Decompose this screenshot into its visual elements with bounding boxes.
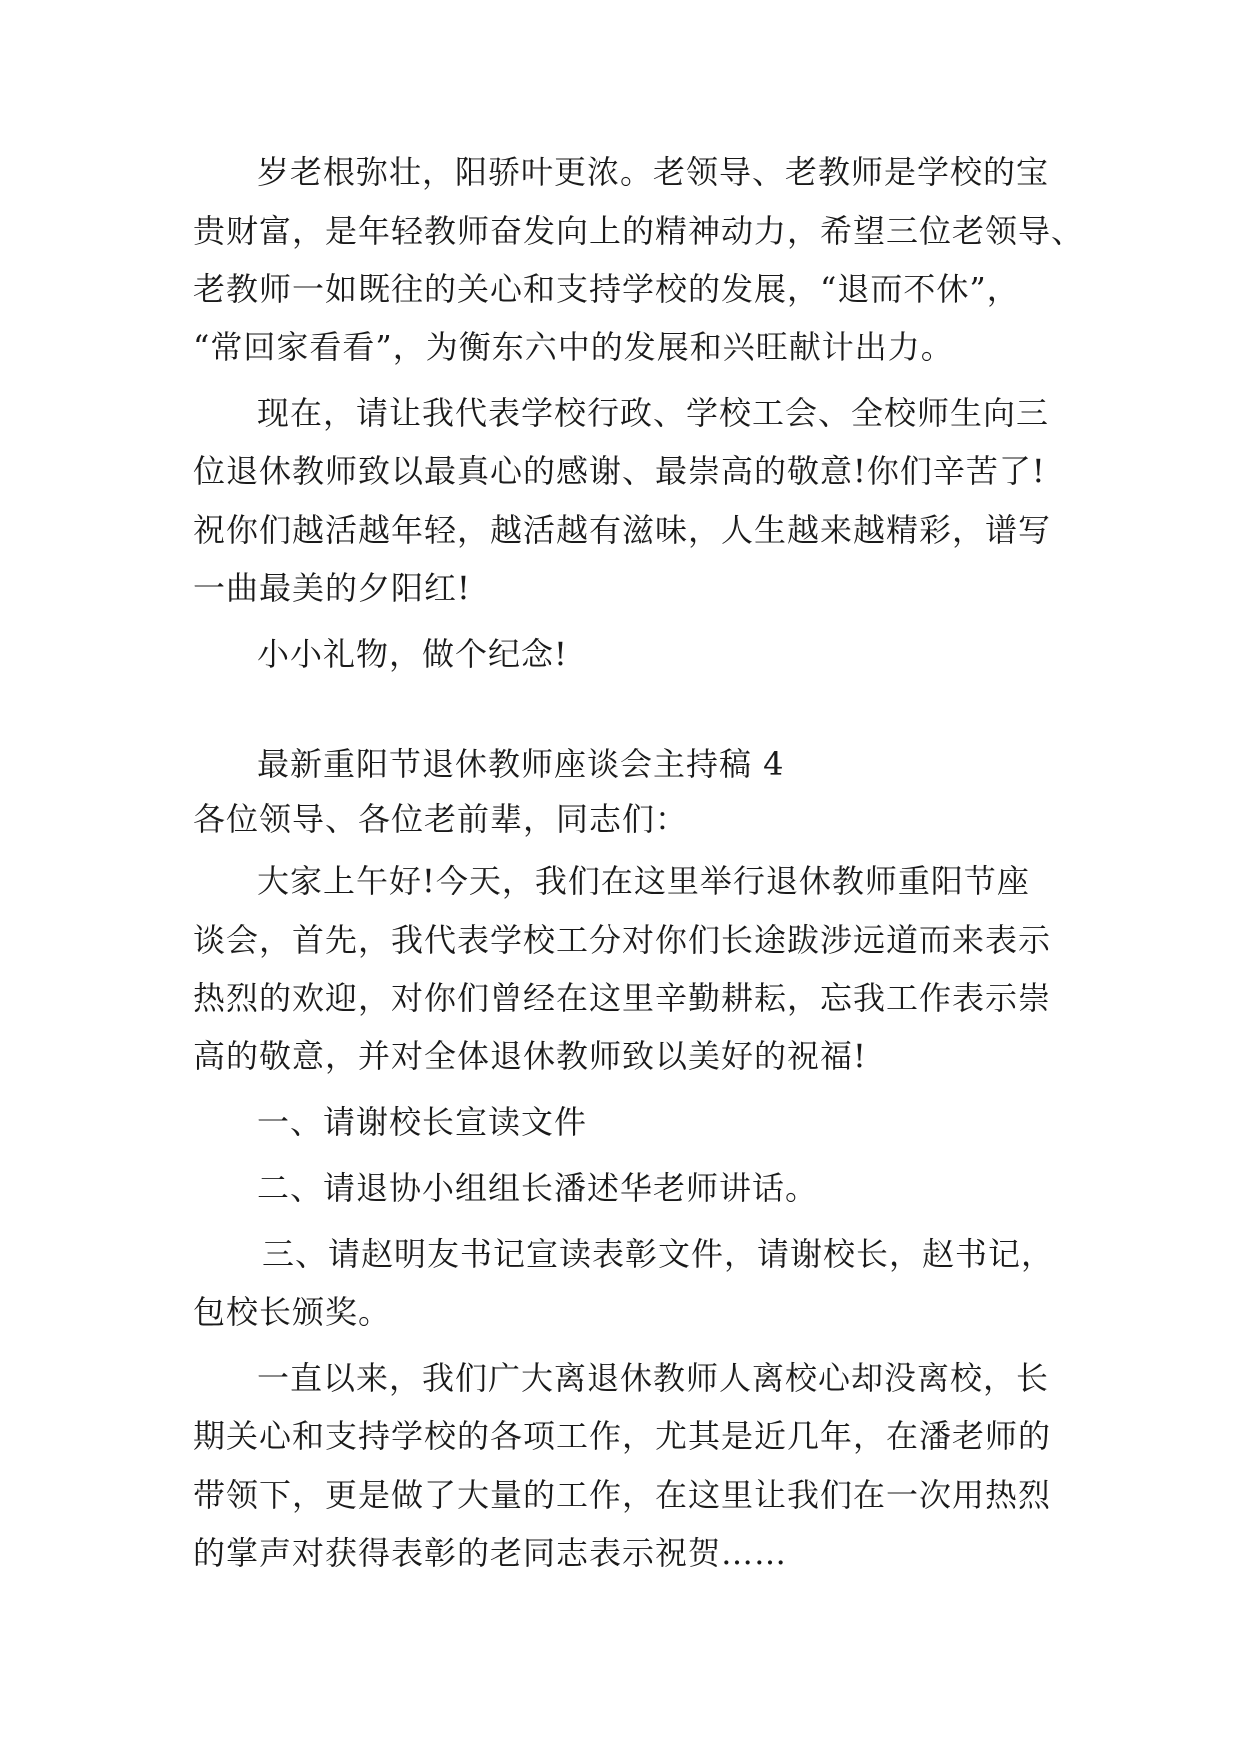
paragraph-line: 小小礼物，做个纪念! [257,635,568,673]
agenda-item: 三、请赵明友书记宣读表彰文件，请谢校长，赵书记， [262,1235,1055,1273]
paragraph-line: 老教师一如既往的关心和支持学校的发展，“退而不休”， [193,270,1020,308]
paragraph-line: 高的敬意，并对全体退休教师致以美好的祝福! [193,1037,867,1075]
section-heading: 最新重阳节退休教师座谈会主持稿 4 [257,745,785,783]
paragraph-line: 期关心和支持学校的各项工作，尤其是近几年，在潘老师的 [193,1417,1052,1455]
agenda-item: 一、请谢校长宣读文件 [257,1103,588,1141]
paragraph-line: 一直以来，我们广大离退休教师人离校心却没离校，长 [257,1359,1050,1397]
agenda-item: 二、请退协小组组长潘述华老师讲话。 [257,1169,819,1207]
paragraph-line: 带领下，更是做了大量的工作，在这里让我们在一次用热烈 [193,1476,1052,1514]
paragraph-line: “常回家看看”，为衡东六中的发展和兴旺献计出力。 [193,328,954,366]
paragraph-line: 祝你们越活越年轻，越活越有滋味，人生越来越精彩，谱写 [193,511,1052,549]
paragraph-line: 包校长颁奖。 [193,1293,392,1331]
paragraph-line: 位退休教师致以最真心的感谢、最崇高的敬意!你们辛苦了! [193,452,1046,490]
paragraph-line: 的掌声对获得表彰的老同志表示祝贺…… [193,1534,788,1572]
salutation: 各位领导、各位老前辈，同志们： [193,800,689,838]
paragraph-line: 一曲最美的夕阳红! [193,569,471,607]
paragraph-line: 岁老根弥壮，阳骄叶更浓。老领导、老教师是学校的宝 [257,153,1050,191]
paragraph-line: 贵财富，是年轻教师奋发向上的精神动力，希望三位老领导、 [193,212,1085,250]
paragraph-line: 大家上午好!今天，我们在这里举行退休教师重阳节座 [257,862,1030,900]
paragraph-line: 现在，请让我代表学校行政、学校工会、全校师生向三 [257,394,1050,432]
paragraph-line: 谈会，首先，我代表学校工分对你们长途跋涉远道而来表示 [193,921,1052,959]
paragraph-line: 热烈的欢迎，对你们曾经在这里辛勤耕耘，忘我工作表示崇 [193,979,1052,1017]
